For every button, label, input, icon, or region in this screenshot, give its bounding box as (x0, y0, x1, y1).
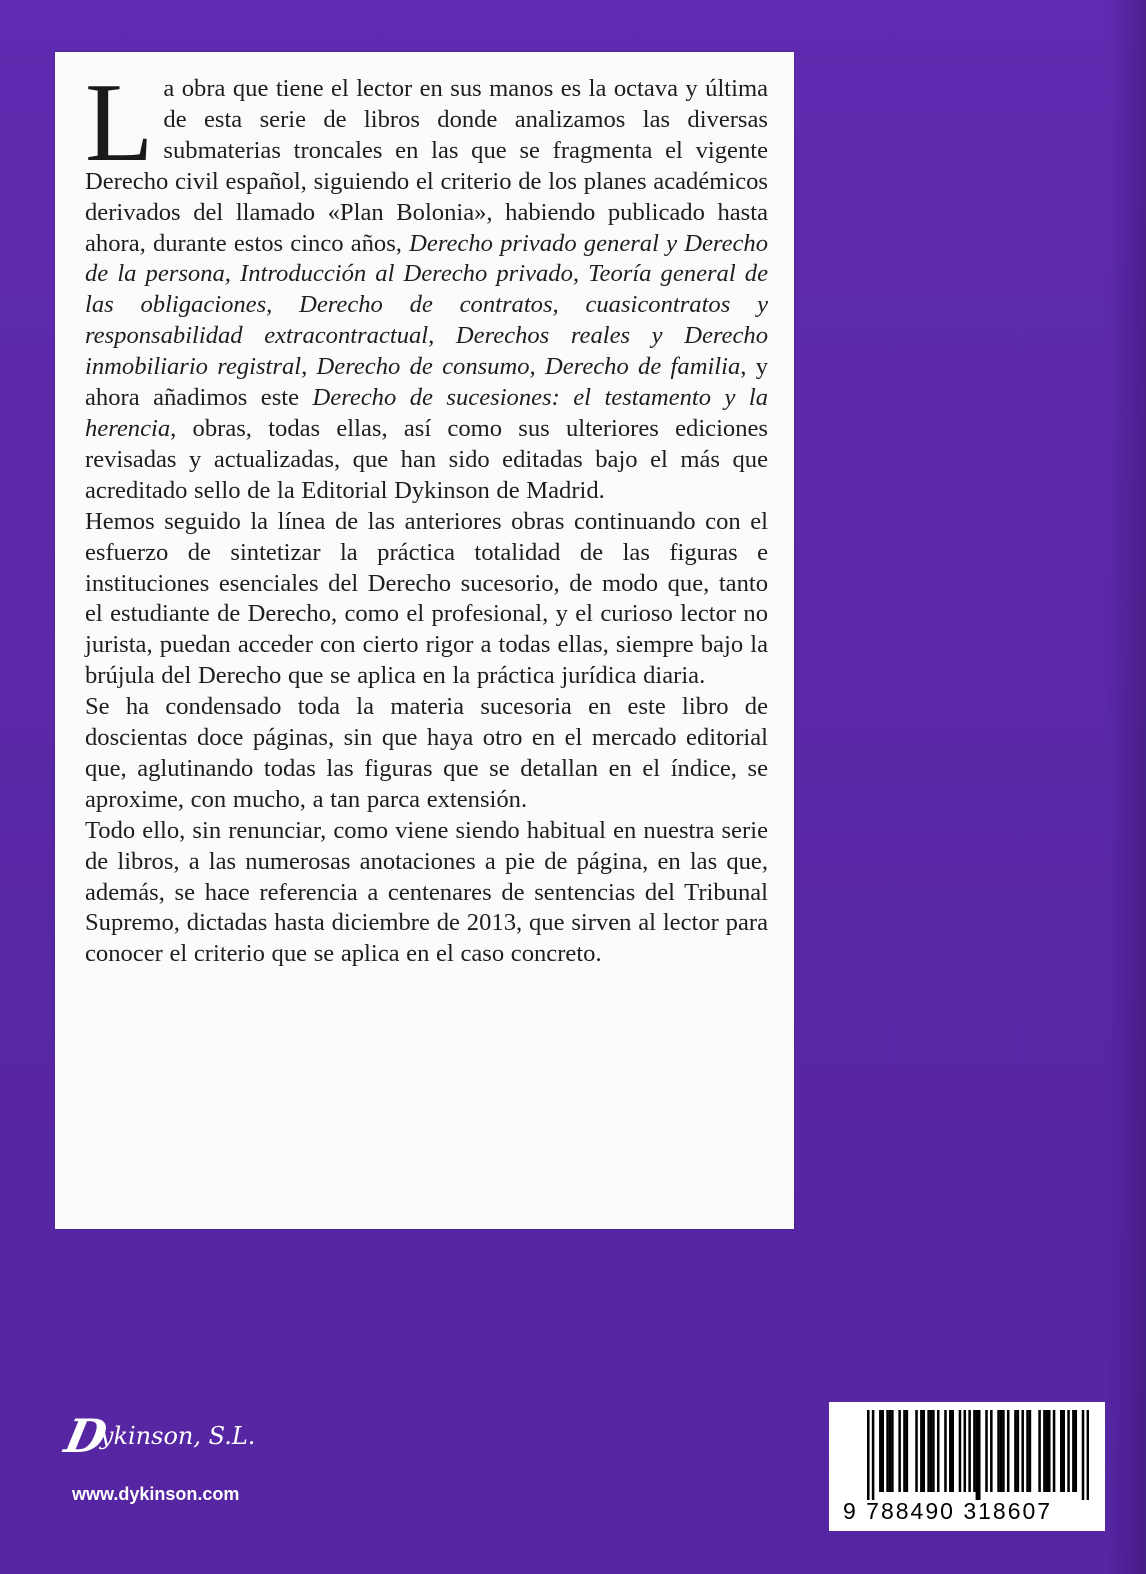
logo-mark: D (60, 1409, 112, 1463)
back-cover-text-panel (55, 52, 794, 1229)
book-spine-shadow (1108, 0, 1146, 1574)
paragraph-1-run: Derecho de sucesiones: el testamento y la herencia (85, 384, 768, 442)
barcode-bars (867, 1410, 1089, 1500)
paragraph-1-run: , obras, todas ellas, así como sus ulteriores ediciones revisadas y actualizadas, que han sido editadas bajo el más que acreditado sello de la Editorial Dykinson de Madrid. (85, 414, 768, 504)
paragraph-1-content (85, 61, 768, 504)
synopsis-paragraph-3: Se ha condensado toda la materia sucesoria en este libro de doscientas doce páginas, sin que haya otro en el mercado editorial que, aglutinando todas las figuras que se detallan en el índice, se aproxime, con mucho, a tan parca extensión. (85, 693, 768, 813)
logo-text: ykinson, S.L. (99, 1422, 256, 1450)
barcode-digits: 9 788490 318607 (843, 1498, 1053, 1524)
paragraph-1-run: Derecho privado general y Derecho de la persona, Introducción al Derecho privado, Teoría general de las obligaciones, Derecho de contratos, cuasicontratos y responsabilidad extracontractual, Derechos reales y Derecho inmobiliario registral, Derecho de consumo, Derecho de familia (85, 229, 768, 381)
publisher-logo (60, 1409, 256, 1463)
synopsis-text (85, 61, 768, 970)
synopsis-paragraph-2: Hemos seguido la línea de las anteriores obras continuando con el esfuerzo de sintetizar la práctica totalidad de las figuras e instituciones esenciales del Derecho sucesorio, de modo que, tanto el estudiante de Derecho, como el profesional, y el curioso lector no jurista, puedan acceder con cierto rigor a todas ellas, siempre bajo la brújula del Derecho que se aplica en la práctica jurídica diaria. (85, 507, 768, 690)
synopsis-paragraph-1 (85, 61, 768, 507)
drop-cap: L (85, 61, 154, 185)
isbn-barcode (829, 1402, 1105, 1531)
publisher-website: www.dykinson.com (72, 1484, 240, 1504)
synopsis-paragraph-4: Todo ello, sin renunciar, como viene siendo habitual en nuestra serie de libros, a las numerosas anotaciones a pie de página, en las que, además, se hace referencia a centenares de sentencias del Tribunal Supremo, dictadas hasta diciembre de 2013, que sirven al lector para conocer el criterio que se aplica en el caso concreto. (85, 816, 768, 968)
paragraph-1-run: a obra que tiene el lector en sus manos es la octava y última de esta serie de libros donde analizamos las diversas submaterias troncales en las que se fragmenta el vigente Derecho civil español, siguiendo el criterio de los planes académicos derivados del llamado «Plan Bolonia», habiendo publicado hasta ahora, durante estos cinco años, (85, 75, 768, 257)
paragraph-1-run: , y ahora añadimos este (85, 353, 768, 412)
